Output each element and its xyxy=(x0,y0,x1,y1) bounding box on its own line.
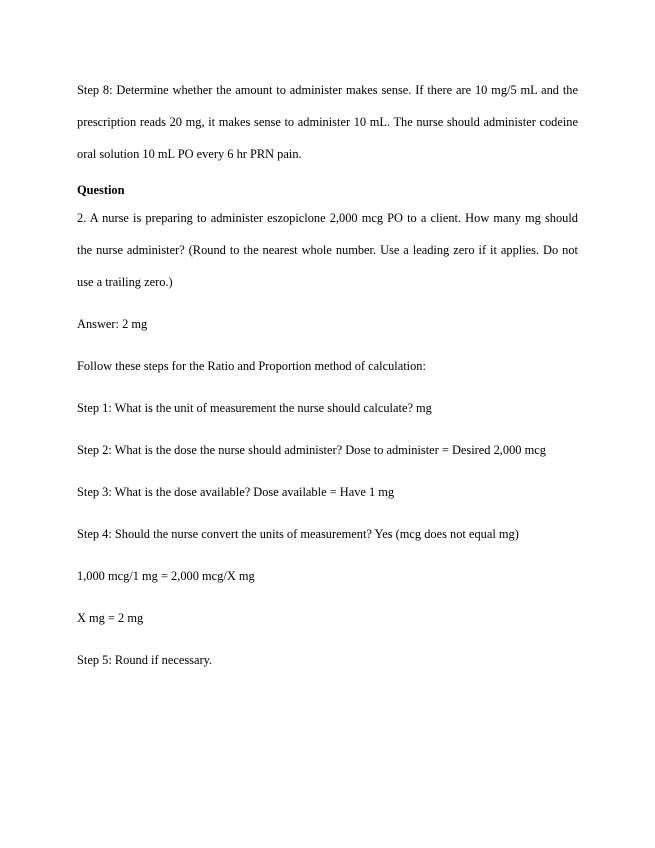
equation-2: X mg = 2 mg xyxy=(77,611,144,625)
step-1: Step 1: What is the unit of measurement the nurse should calculate? mg xyxy=(77,401,432,415)
step-2: Step 2: What is the dose the nurse should administer? Dose to administer = Desired 2,000 mcg xyxy=(77,443,546,457)
step-8-paragraph: Step 8: Determine whether the amount to administer makes sense. If there are 10 mg/5 mL and the prescription reads 20 mg, it makes sense to administer 10 mL. The nurse should administer codeine oral solution 10 mL PO every 6 hr PRN pain. xyxy=(77,83,578,161)
step-3: Step 3: What is the dose available? Dose available = Have 1 mg xyxy=(77,485,395,499)
method-intro: Follow these steps for the Ratio and Proportion method of calculation: xyxy=(77,359,426,373)
question-heading: Question xyxy=(77,183,125,197)
step-5: Step 5: Round if necessary. xyxy=(77,653,213,667)
question-text: 2. A nurse is preparing to administer eszopiclone 2,000 mcg PO to a client. How many mg should the nurse administer? (Round to the nearest whole number. Use a leading zero if it applies. Do not use a trailing zero.) xyxy=(77,211,578,289)
equation-1: 1,000 mcg/1 mg = 2,000 mcg/X mg xyxy=(77,569,255,583)
step-4: Step 4: Should the nurse convert the units of measurement? Yes (mcg does not equal mg) xyxy=(77,527,519,541)
answer-text: Answer: 2 mg xyxy=(77,317,148,331)
document-body xyxy=(77,74,578,676)
